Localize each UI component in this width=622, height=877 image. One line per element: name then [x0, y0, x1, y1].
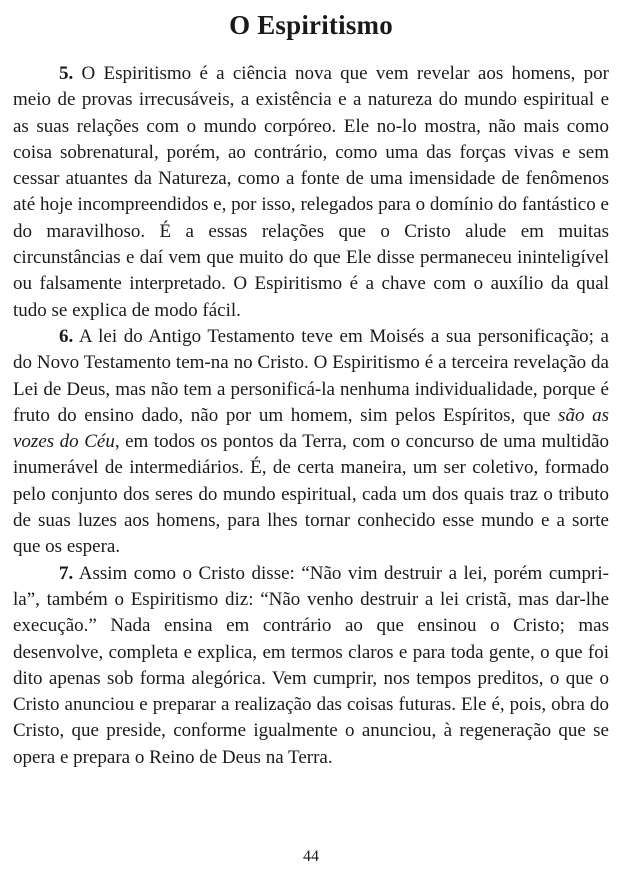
paragraph-text: O Espiritismo é a ciência nova que vem revelar aos homens, por meio de provas irrecusáveis, a existência e a natureza do mundo espiritual e as suas relações com o mundo corpóreo. Ele no-lo mostra, não mais como coisa sobrenatural, porém, ao contrário, como uma das forças vivas e sem cessar atuantes da Natureza, como a fonte de uma imensidade de fenômenos até hoje incompreendidos e, por isso, relegados para o domínio do fantástico e do maravilhoso. É a essas relações que o Cristo alude em muitas circunstâncias e daí vem que muito do que Ele disse permaneceu ininteligível ou falsamente interpretado. O Espiritismo é a chave com o auxílio da qual tudo se explica de modo fácil.: [13, 63, 609, 321]
page-number: 44: [303, 848, 319, 865]
paragraph-text: A lei do Antigo Testamento teve em Moisés a sua personificação; a do Novo Testamento tem-na no Cristo. O Espiritismo é a terceira revelação da Lei de Deus, mas não tem a personificá-la nenhuma individualidade, porque é fruto do ensino dado, não por um homem, sim pelos Espíritos, que: [13, 325, 609, 426]
paragraph-7: [13, 561, 609, 771]
italic-quote: são as vozes do Céu: [13, 404, 609, 453]
paragraph-number: 6.: [59, 325, 74, 347]
paragraph-text: Assim como o Cristo disse: “Não vim destruir a lei, porém cumpri-la”, também o Espiritismo diz: “Não venho destruir a lei cristã, mas dar-lhe execução.” Nada ensina em contrário ao que ensinou o Cristo; mas desenvolve, completa e explica, em termos claros e para toda gente, o que foi dito apenas sob forma alegórica. Vem cumprir, nos tempos preditos, o que o Cristo anunciou e preparar a realização das coisas futuras. Ele é, pois, obra do Cristo, que preside, conforme igualmente o anunciou, à regeneração que se opera e prepara o Reino de Deus na Terra.: [13, 562, 609, 768]
paragraph-text: , em todos os pontos da Terra, com o concurso de uma multidão inumerável de intermediários. É, de certa maneira, um ser coletivo, formado pelo conjunto dos seres do mundo espiritual, cada um dos quais traz o tributo de suas luzes aos homens, para lhes tornar conhecido esse mundo e a sorte que os espera.: [13, 431, 609, 558]
body-text: [13, 61, 609, 771]
paragraph-number: 5.: [59, 63, 74, 84]
paragraph-5: [13, 61, 609, 324]
paragraph-6: [13, 324, 609, 561]
page-title: O Espiritismo: [229, 10, 393, 40]
paragraph-number: 7.: [59, 562, 74, 584]
